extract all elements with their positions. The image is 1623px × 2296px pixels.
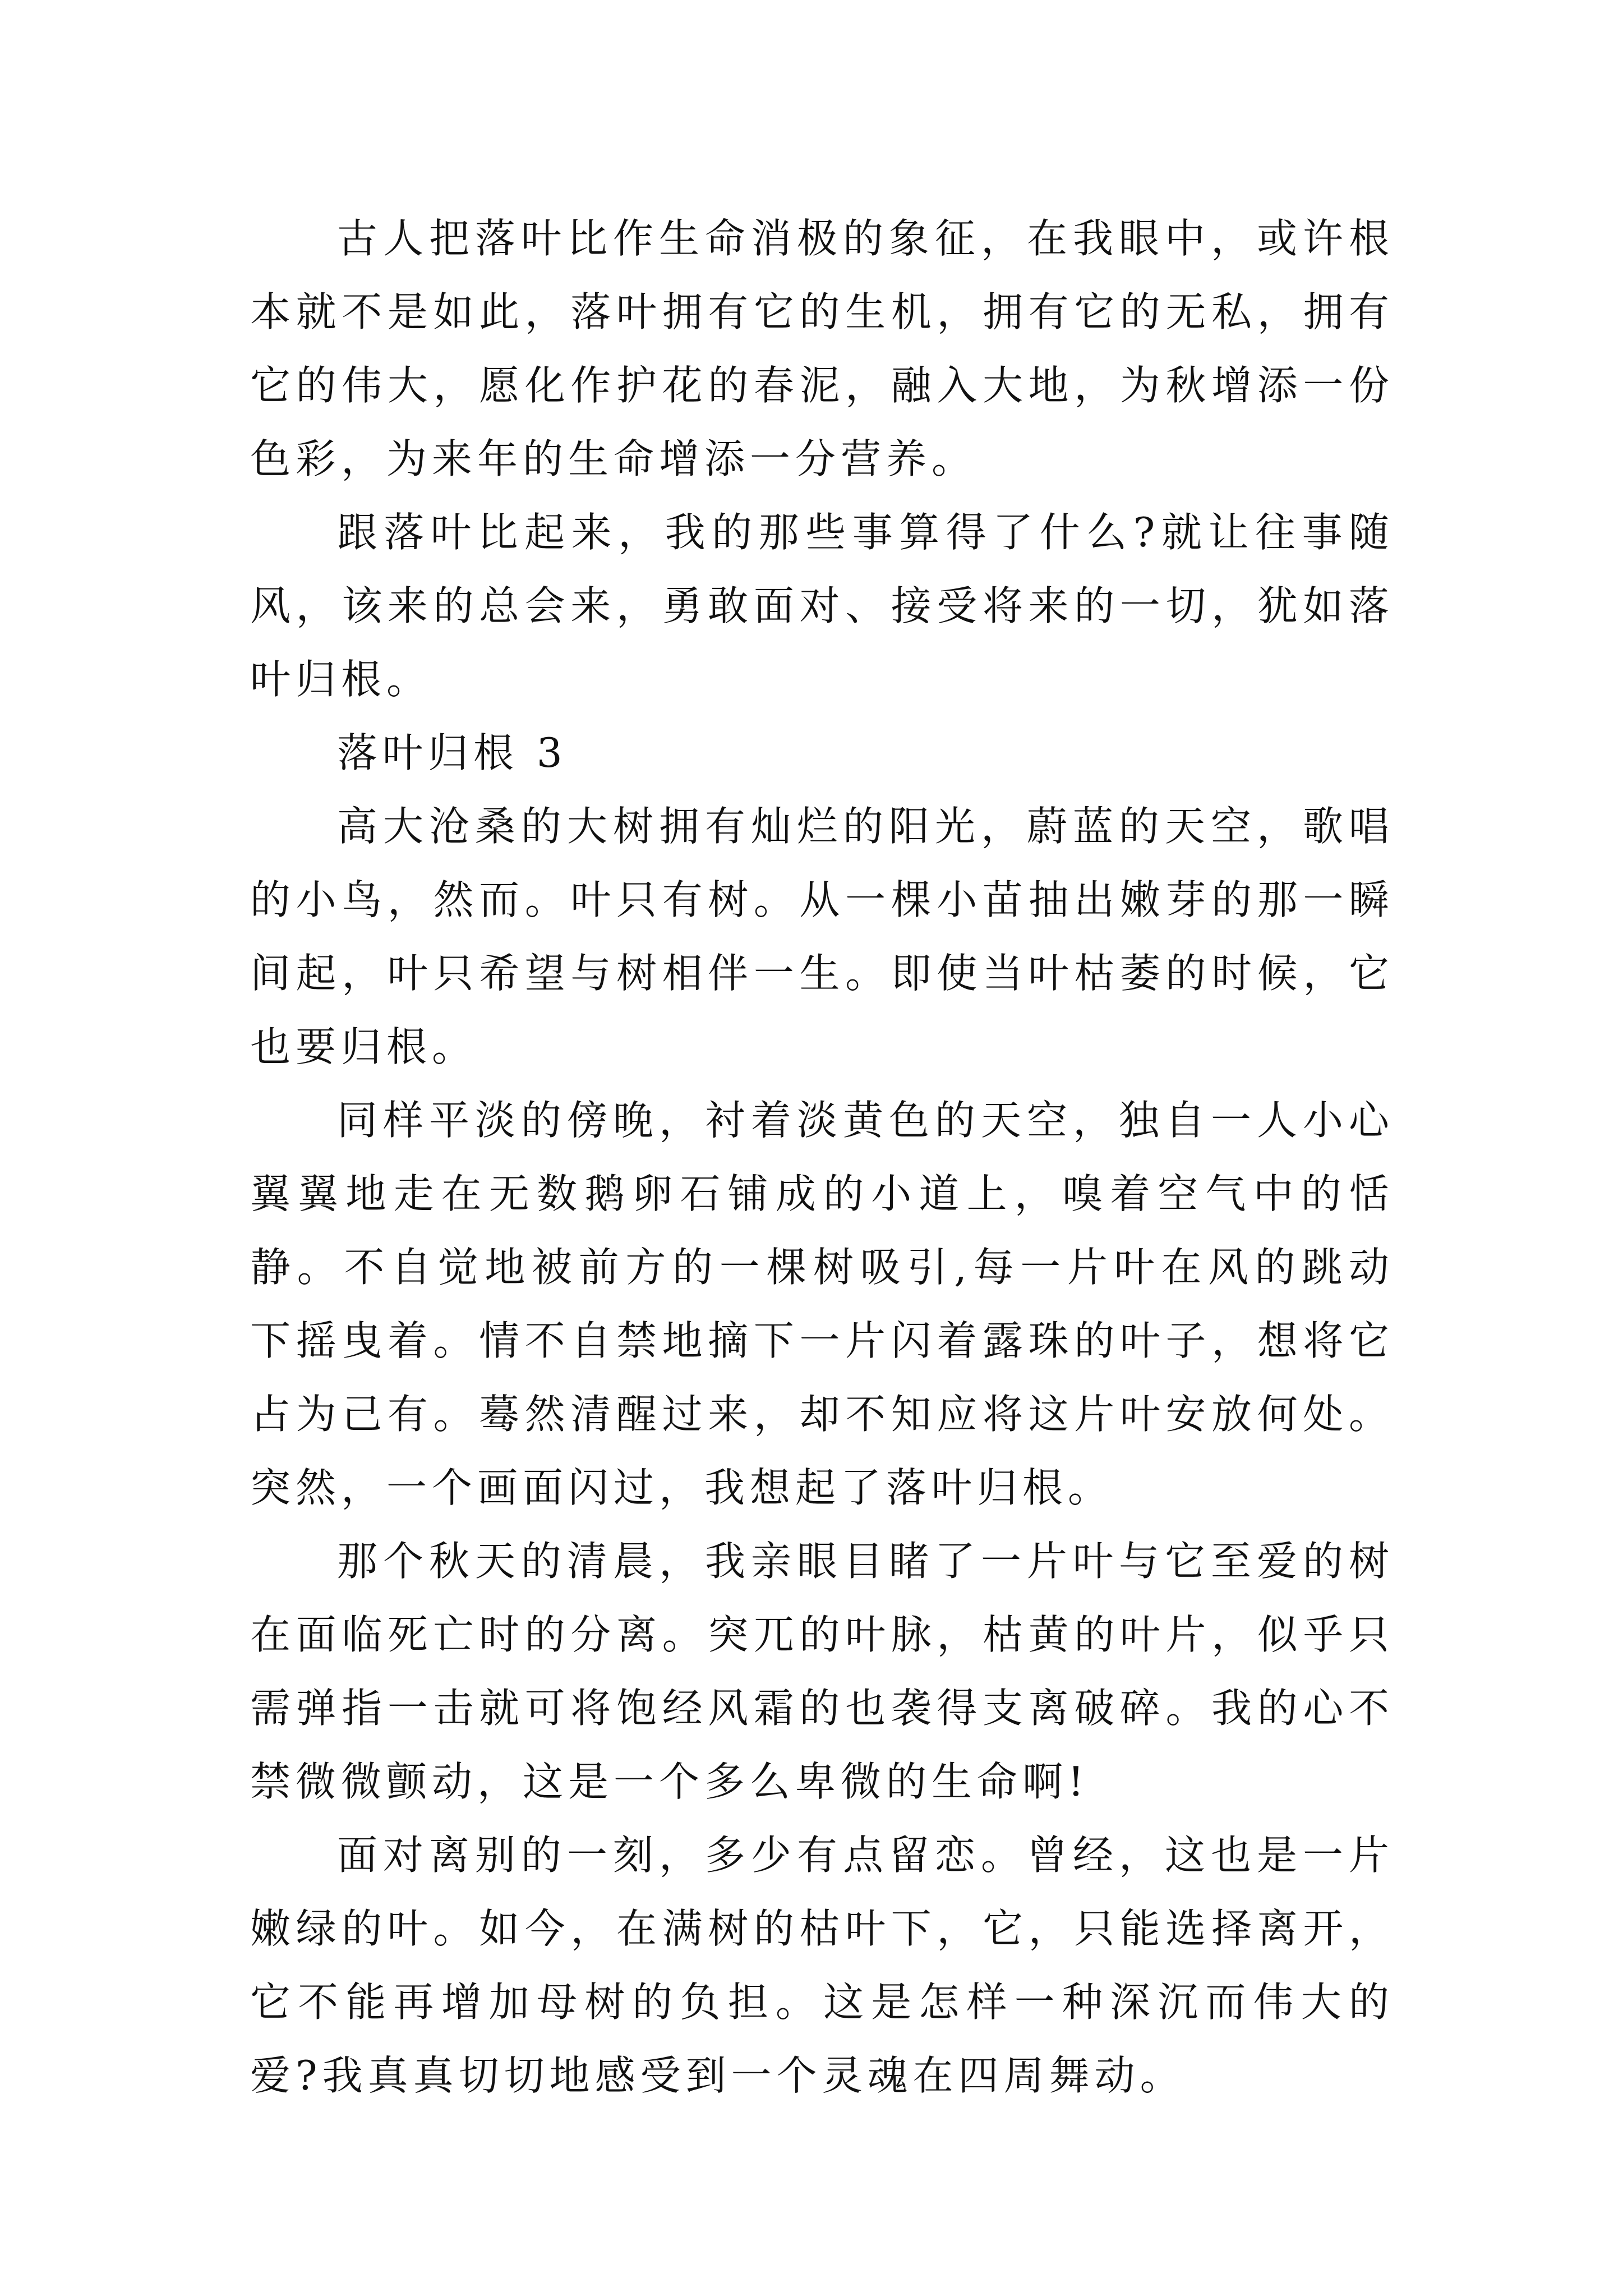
paragraph-4: 同样平淡的傍晚，衬着淡黄色的天空，独自一人小心翼翼地走在无数鹅卵石铺成的小道上，嗅着空气中的恬静。不自觉地被前方的一棵树吸引,每一片叶在风的跳动下摇曳着。情不自禁地摘下一片闪着露珠的叶子，想将它占为己有。蓦然清醒过来，却不知应将这片叶安放何处。突然，一个画面闪过，我想起了落叶归根。 [250,1097,1394,1511]
paragraph-3: 高大沧桑的大树拥有灿烂的阳光，蔚蓝的天空，歌唱的小鸟，然而。叶只有树。从一棵小苗抽出嫩芽的那一瞬间起，叶只希望与树相伴一生。即使当叶枯萎的时候，它也要归根。 [250,803,1394,1070]
document-body [250,202,1394,2113]
paragraph-5: 那个秋天的清晨，我亲眼目睹了一片叶与它至爱的树在面临死亡时的分离。突兀的叶脉，枯黄的叶片，似乎只需弹指一击就可将饱经风霜的也袭得支离破碎。我的心不禁微微颤动，这是一个多么卑微的生命啊! [250,1538,1394,1805]
paragraph-2: 跟落叶比起来，我的那些事算得了什么?就让往事随风，该来的总会来，勇敢面对、接受将来的一切，犹如落叶归根。 [250,509,1394,703]
paragraph-6: 面对离别的一刻，多少有点留恋。曾经，这也是一片嫩绿的叶。如今，在满树的枯叶下，它，只能选择离开，它不能再增加母树的负担。这是怎样一种深沉而伟大的爱?我真真切切地感受到一个灵魂在四周舞动。 [250,1832,1394,2099]
paragraph-1: 古人把落叶比作生命消极的象征，在我眼中，或许根本就不是如此，落叶拥有它的生机，拥有它的无私，拥有它的伟大，愿化作护花的春泥，融入大地，为秋增添一份色彩，为来年的生命增添一分营养。 [250,215,1394,482]
section-title: 落叶归根 3 [337,729,568,776]
